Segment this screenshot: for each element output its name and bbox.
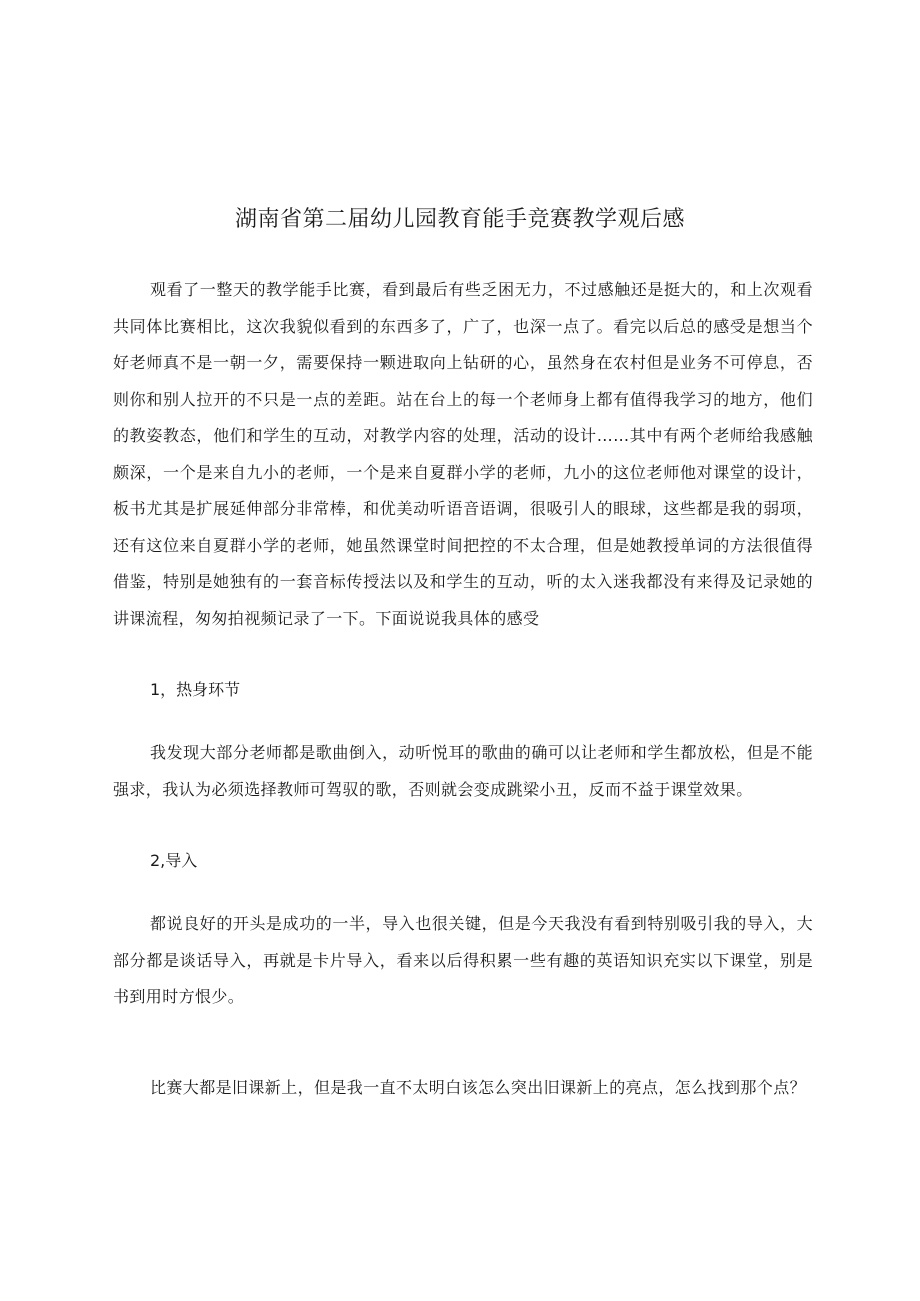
intro-paragraph: 观看了一整天的教学能手比赛，看到最后有些乏困无力，不过感触还是挺大的，和上次观看共同体比赛相比，这次我貌似看到的东西多了，广了，也深一点了。看完以后总的感受是想当个好老师真不是一朝一夕，需要保持一颗进取向上钻研的心，虽然身在农村但是业务不可停息，否则你和别人拉开的不只是一点的差距。站在台上的每一个老师身上都有值得我学习的地方，他们的教姿教态，他们和学生的互动，对教学内容的处理，活动的设计……其中有两个老师给我感触颇深，一个是来自九小的老师，一个是来自夏群小学的老师，九小的这位老师他对课堂的设计，板书尤其是扩展延伸部分非常棒，和优美动听语音语调，很吸引人的眼球，这些都是我的弱项，还有这位来自夏群小学的老师，她虽然课堂时间把控的不太合理，但是她教授单词的方法很值得借鉴，特别是她独有的一套音标传授法以及和学生的互动，听的太入迷我都没有来得及记录她的讲课流程，匆匆拍视频记录了一下。下面说说我具体的感受: [113, 280, 813, 628]
closing-paragraph: 比赛大都是旧课新上，但是我一直不太明白该怎么突出旧课新上的亮点，怎么找到那个点？: [150, 1078, 807, 1097]
warmup-paragraph: 我发现大部分老师都是歌曲倒入，动听悦耳的歌曲的确可以让老师和学生都放松，但是不能强求，我认为必须选择教师可驾驭的歌，否则就会变成跳梁小丑，反而不益于课堂效果。: [113, 743, 813, 799]
document-title: 湖南省第二届幼儿园教育能手竞赛教学观后感: [234, 207, 685, 232]
section-heading-lead-in: 2,导入: [150, 851, 198, 870]
section-heading-warmup: 1，热身环节: [150, 680, 241, 699]
lead-in-paragraph: 都说良好的开头是成功的一半，导入也很关键，但是今天我没有看到特别吸引我的导入，大部分都是谈话导入，再就是卡片导入，看来以后得积累一些有趣的英语知识充实以下课堂，别是书到用时方恨少。: [113, 914, 813, 1006]
